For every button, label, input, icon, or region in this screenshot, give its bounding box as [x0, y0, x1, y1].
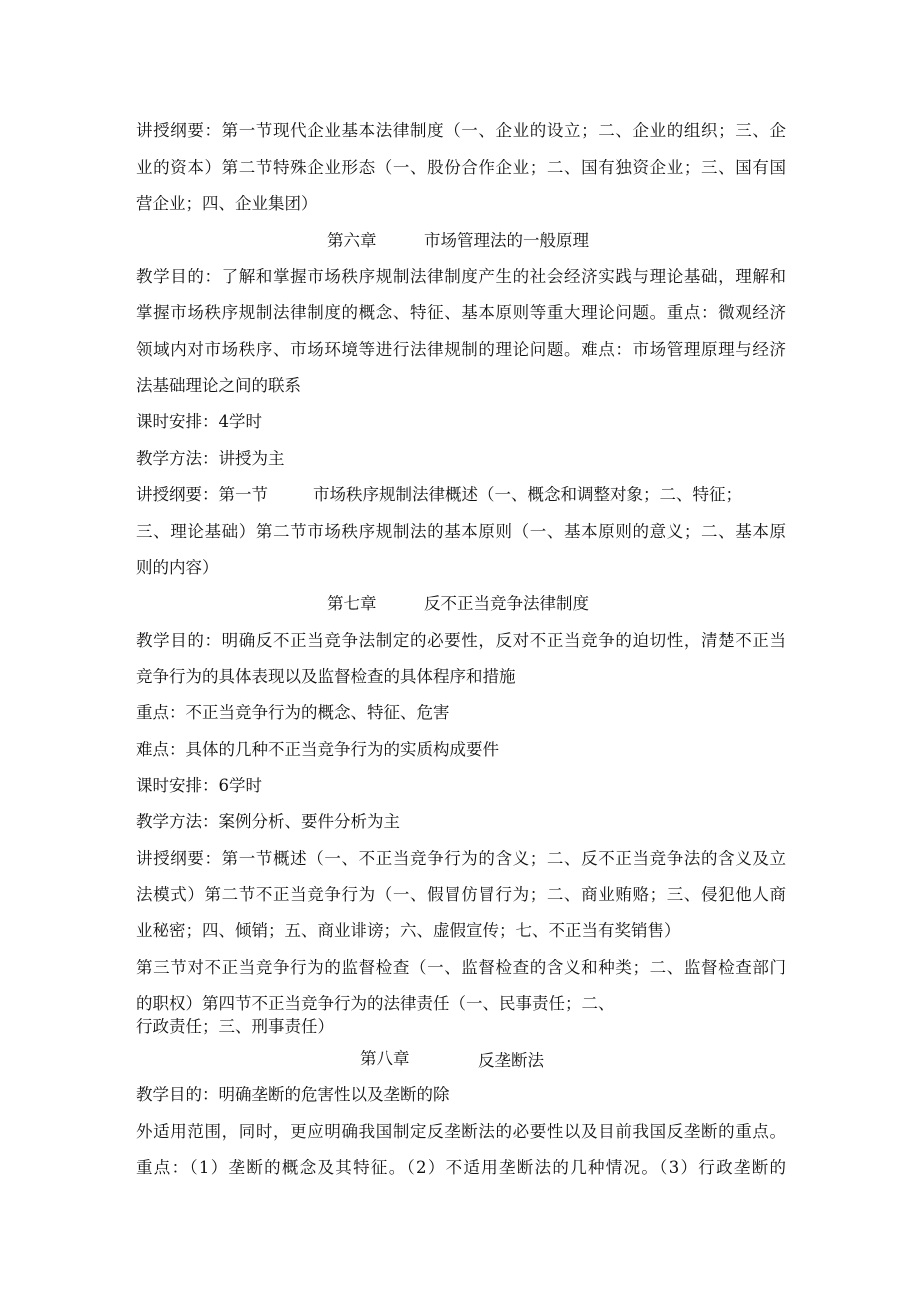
text-line: 教学目的：明确反不正当竞争法制定的必要性，反对不正当竞争的迫切性，清楚不正当	[136, 631, 786, 650]
text-line: 的职权）第四节不正当竞争行为的法律责任（一、民事责任；二、	[136, 994, 615, 1013]
text-line: 重点：不正当竞争行为的概念、特征、危害	[136, 703, 450, 722]
section-text: 市场秩序规制法律概述（一、概念和调整对象；二、特征；	[313, 485, 742, 504]
text-line: 外适用范围，同时，更应明确我国制定反垄断法的必要性以及目前我国反垄断的重点。	[136, 1122, 786, 1141]
text-line: 难点：具体的几种不正当竞争行为的实质构成要件	[136, 740, 499, 759]
section-label: 讲授纲要：第一节	[136, 485, 268, 504]
text-line: 教学目的：了解和掌握市场秩序规制法律制度产生的社会经济实践与理论基础，理解和	[136, 267, 786, 286]
text-line: 法模式）第二节不正当竞争行为（一、假冒仿冒行为；二、商业贿赂；三、侵犯他人商	[136, 885, 786, 904]
text-line: 讲授纲要：第一节现代企业基本法律制度（一、企业的设立；二、企业的组织；三、企	[136, 121, 786, 140]
text-line: 第三节对不正当竞争行为的监督检查（一、监督检查的含义和种类；二、监督检查部门	[136, 958, 786, 977]
text-line: 业秘密；四、倾销；五、商业诽谤；六、虚假宣传；七、不正当有奖销售）	[136, 921, 681, 940]
text-line: 课时安排：6学时	[136, 776, 262, 795]
text-line: 课时安排：4学时	[136, 412, 262, 431]
text-line: 重点：（1）垄断的概念及其特征。（2）不适用垄断法的几种情况。（3）行政垄断的	[136, 1158, 786, 1177]
chapter-6-title: 市场管理法的一般原理	[424, 231, 589, 250]
chapter-8-number: 第八章	[360, 1049, 410, 1068]
text-line: 竞争行为的具体表现以及监督检查的具体程序和措施	[136, 667, 516, 686]
text-line: 领域内对市场秩序、市场环境等进行法律规制的理论问题。难点：市场管理原理与经济	[136, 340, 786, 359]
text-line: 教学方法：讲授为主	[136, 449, 285, 468]
chapter-8-title: 反垄断法	[478, 1051, 544, 1070]
chapter-6-number: 第六章	[327, 231, 377, 250]
text-line: 掌握市场秩序规制法律制度的概念、特征、基本原则等重大理论问题。重点：微观经济	[136, 303, 786, 322]
text-line: 行政责任；三、刑事责任）	[136, 1017, 334, 1036]
text-line: 法基础理论之间的联系	[136, 376, 301, 395]
text-line: 则的内容）	[136, 558, 219, 577]
text-line: 业的资本）第二节特殊企业形态（一、股份合作企业；二、国有独资企业；三、国有国	[136, 158, 786, 177]
text-line: 教学方法：案例分析、要件分析为主	[136, 812, 400, 831]
text-line: 讲授纲要：第一节概述（一、不正当竞争行为的含义；二、反不正当竞争法的含义及立	[136, 849, 786, 868]
chapter-7-title: 反不正当竞争法律制度	[424, 594, 589, 613]
text-line: 三、理论基础）第二节市场秩序规制法的基本原则（一、基本原则的意义；二、基本原	[136, 522, 786, 541]
chapter-7-number: 第七章	[327, 594, 377, 613]
text-line: 教学目的：明确垄断的危害性以及垄断的除	[136, 1085, 450, 1104]
text-line: 营企业；四、企业集团）	[136, 194, 318, 213]
